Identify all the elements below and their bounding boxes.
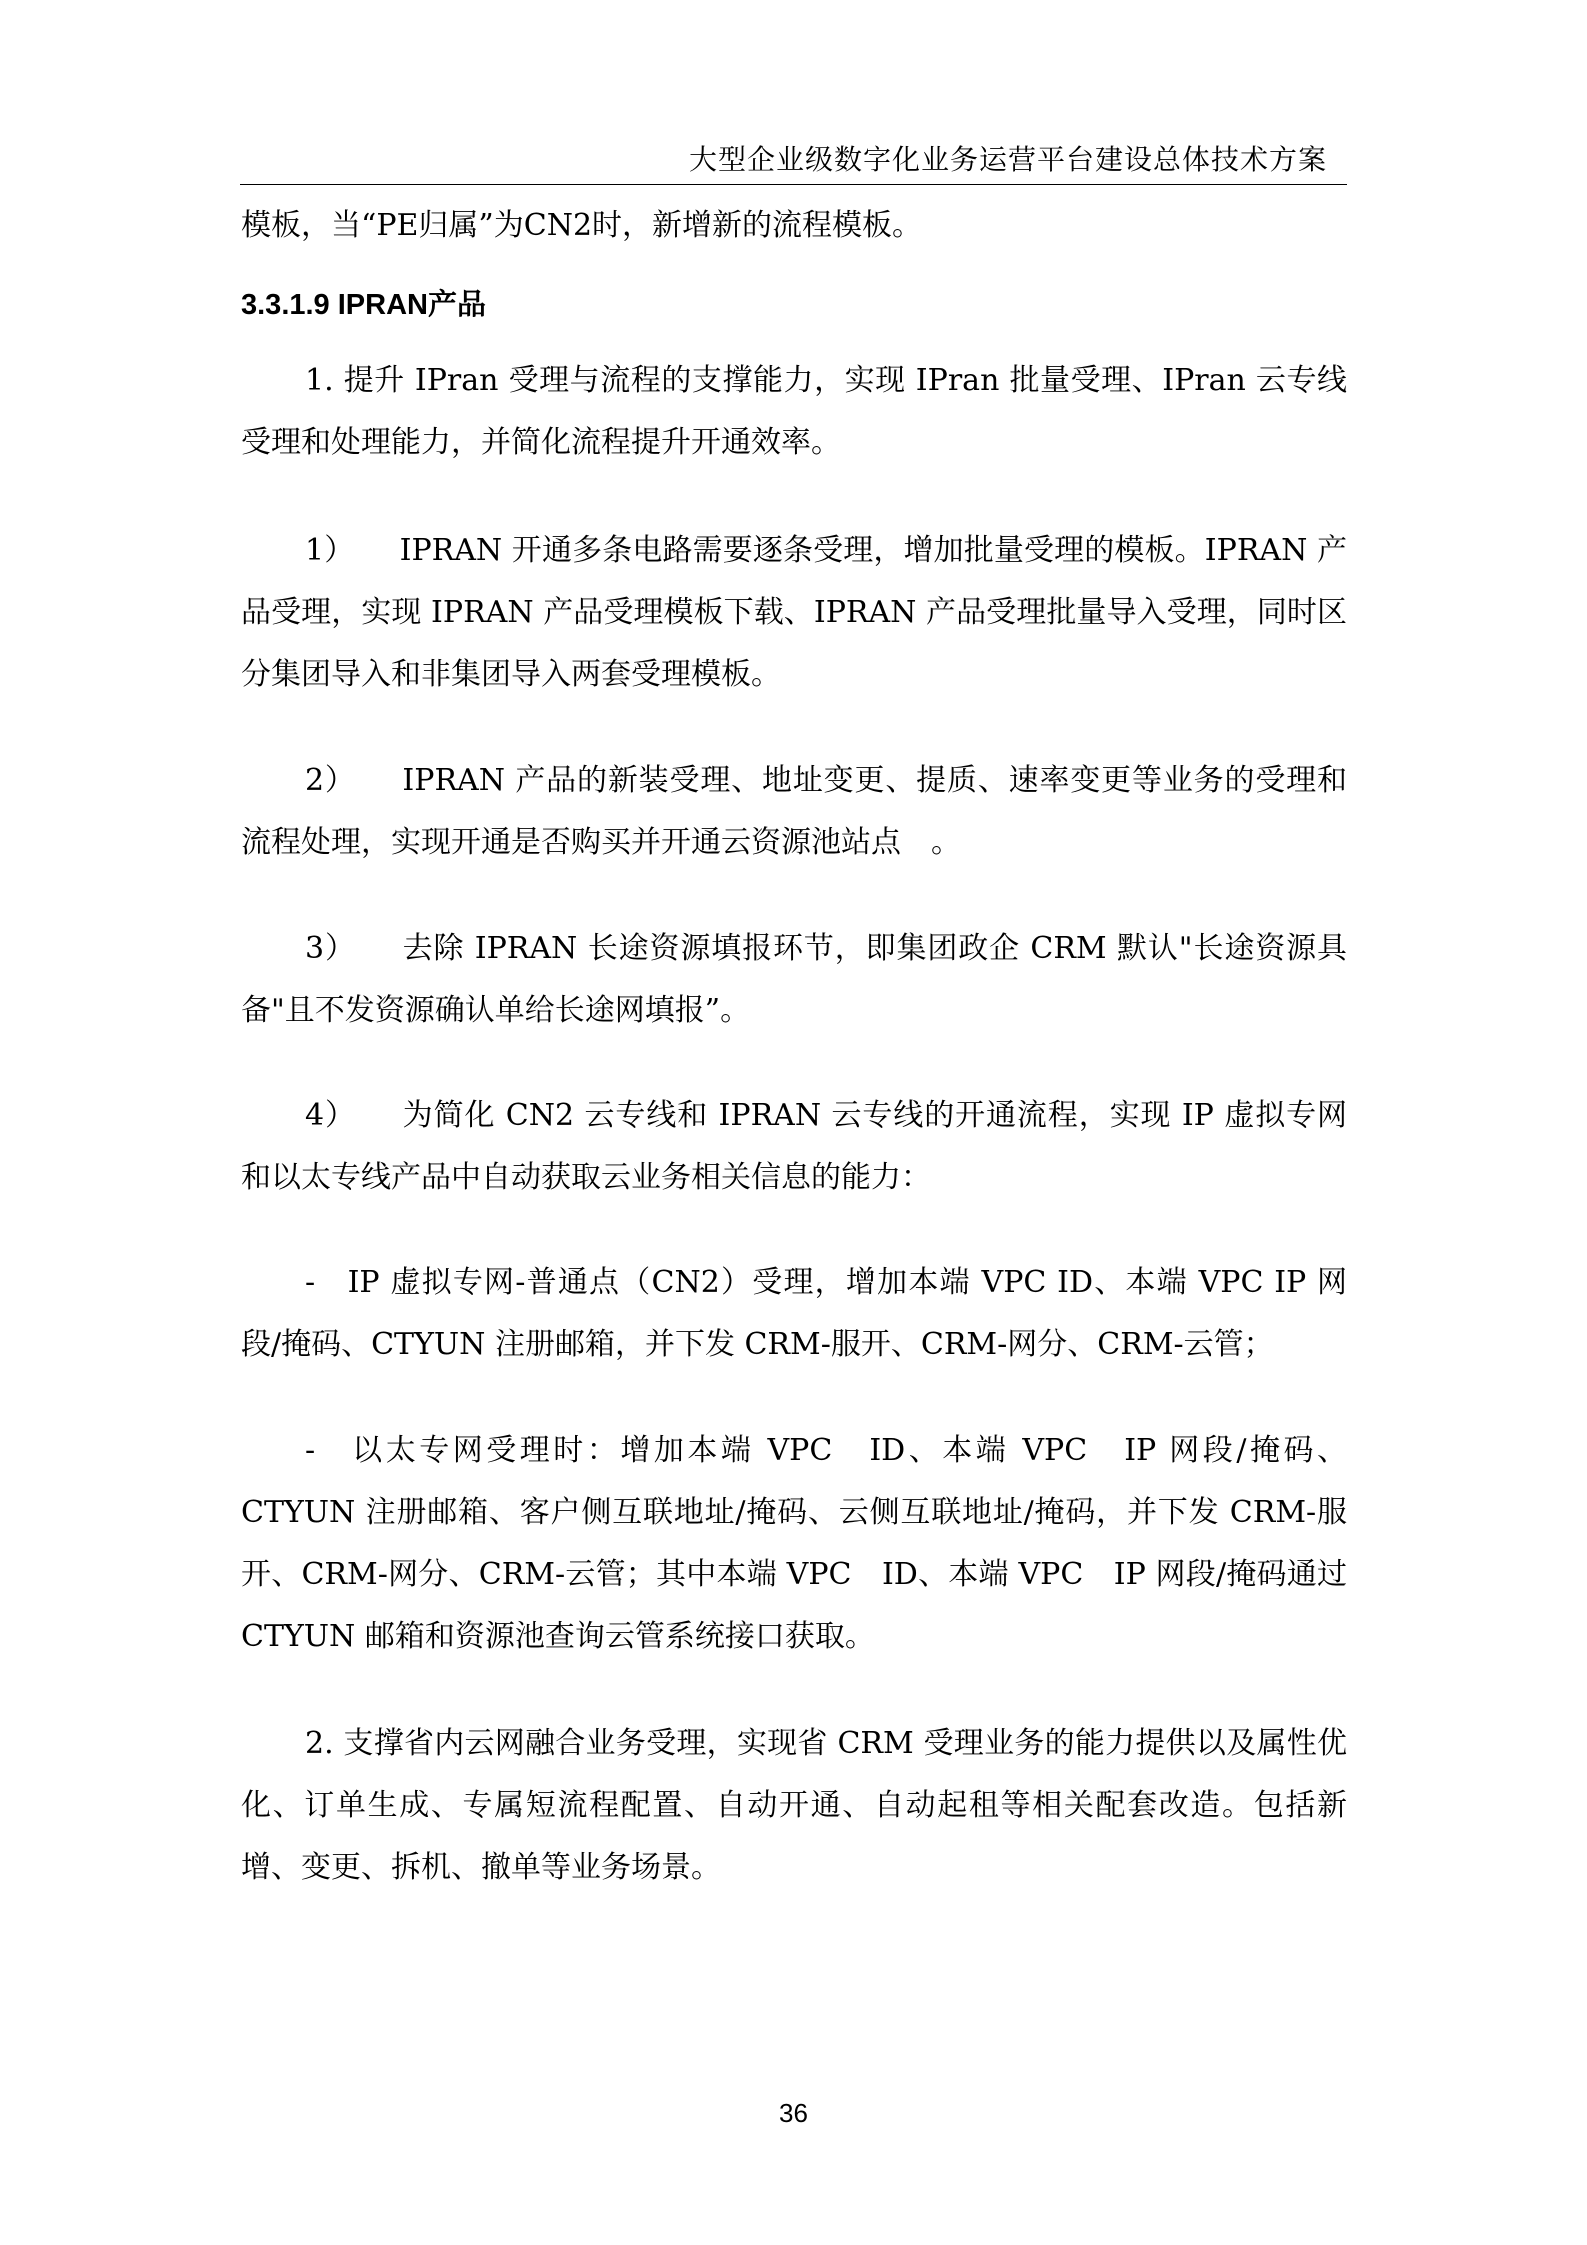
page-number: 36 bbox=[779, 2098, 808, 2128]
paragraph-1-1: 1） IPRAN 开通多条电路需要逐条受理，增加批量受理的模板。IPRAN 产品受理，实现 IPRAN 产品受理模板下载、IPRAN 产品受理批量导入受理，同时区分集团导入和非集团导入两套受理模板。 bbox=[241, 533, 1347, 692]
paragraph-1-4: 4） 为简化 CN2 云专线和 IPRAN 云专线的开通流程，实现 IP 虚拟专网和以太专线产品中自动获取云业务相关信息的能力： bbox=[241, 1098, 1347, 1195]
page-header-rule bbox=[240, 184, 1347, 185]
bullet-1: - IP 虚拟专网-普通点（CN2）受理，增加本端 VPC ID、本端 VPC IP 网段/掩码、CTYUN 注册邮箱，并下发 CRM-服开、CRM-网分、CRM-云管； bbox=[241, 1265, 1347, 1362]
section-heading: 3.3.1.9 IPRAN产品 bbox=[241, 289, 486, 321]
paragraph-1-3: 3） 去除 IPRAN 长途资源填报环节，即集团政企 CRM 默认"长途资源具备"且不发资源确认单给长途网填报”。 bbox=[241, 931, 1347, 1028]
page-header-title: 大型企业级数字化业务运营平台建设总体技术方案 bbox=[688, 143, 1327, 176]
paragraph-1: 1. 提升 IPran 受理与流程的支撑能力，实现 IPran 批量受理、IPran 云专线受理和处理能力，并简化流程提升开通效率。 bbox=[241, 363, 1347, 460]
continuation-text: 模板，当“PE归属”为CN2时，新增新的流程模板。 bbox=[241, 208, 923, 243]
paragraph-2: 2. 支撑省内云网融合业务受理，实现省 CRM 受理业务的能力提供以及属性优化、订单生成、专属短流程配置、自动开通、自动起租等相关配套改造。包括新增、变更、拆机、撤单等业务场景。 bbox=[241, 1726, 1347, 1885]
paragraph-1-2: 2） IPRAN 产品的新装受理、地址变更、提质、速率变更等业务的受理和流程处理，实现开通是否购买并开通云资源池站点 。 bbox=[241, 763, 1347, 860]
bullet-2: - 以太专网受理时：增加本端 VPC ID、本端 VPC IP 网段/掩码、CTYUN 注册邮箱、客户侧互联地址/掩码、云侧互联地址/掩码，并下发 CRM-服开、CRM-网分、CRM-云管；其中本端 VPC ID、本端 VPC IP 网段/掩码通过 CTYUN 邮箱和资源池查询云管系统接口获取。 bbox=[241, 1433, 1347, 1654]
